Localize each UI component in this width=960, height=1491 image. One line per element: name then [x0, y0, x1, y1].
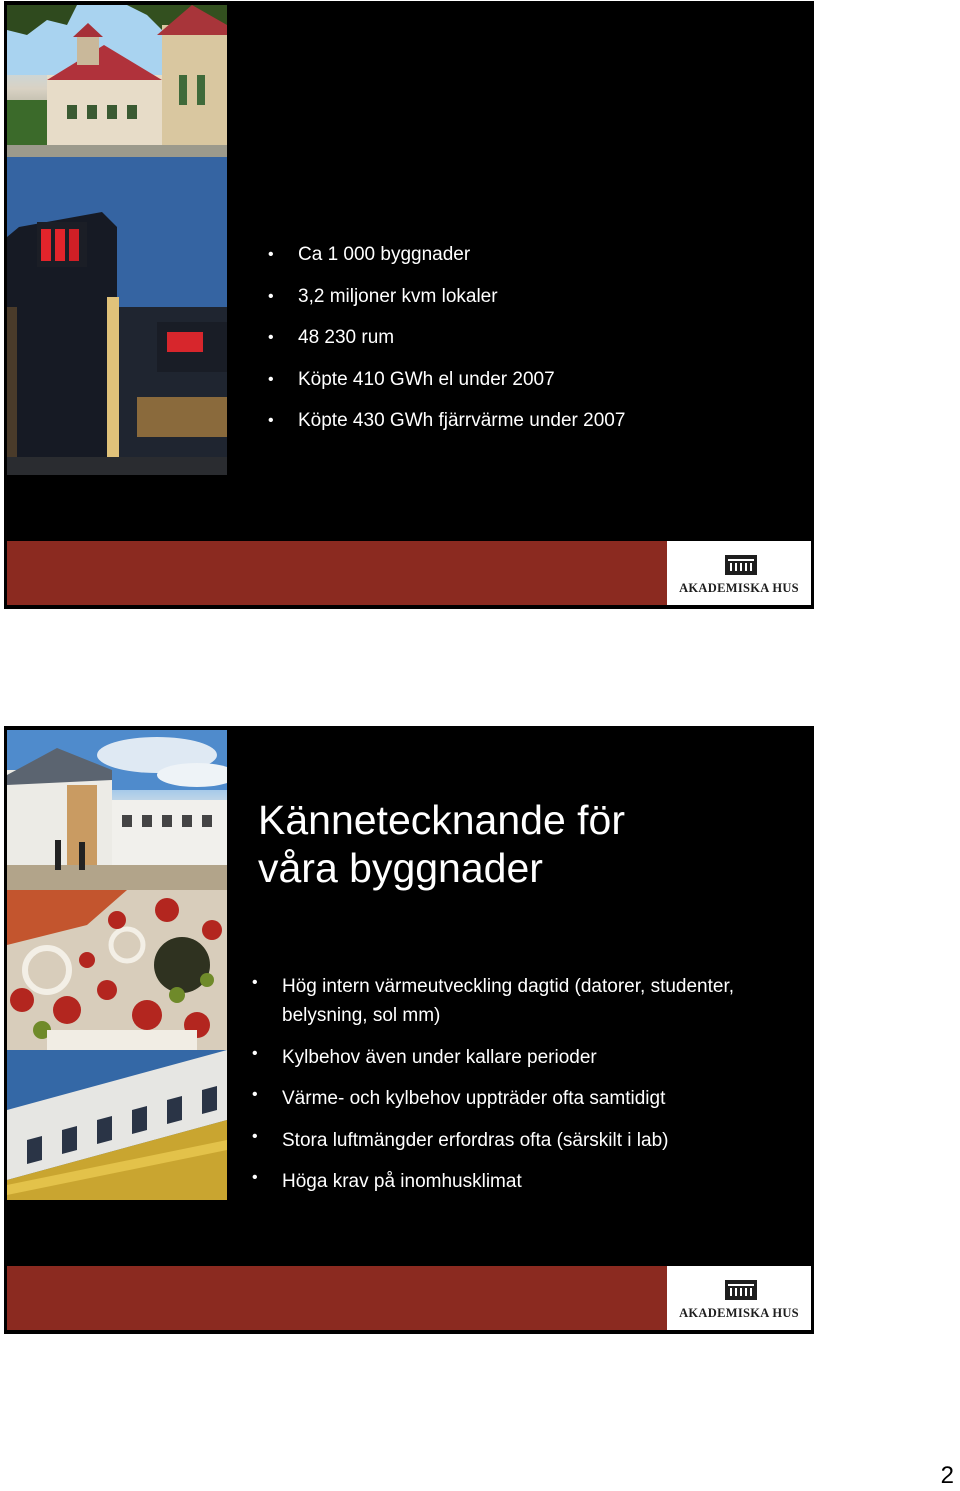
- footer-band: [7, 541, 667, 605]
- logo-text: AKADEMISKA HUS: [679, 1306, 799, 1320]
- bullet-item: • Kylbehov även under kallare perioder: [252, 1043, 792, 1072]
- bullet-item: • Köpte 410 GWh el under 2007: [268, 369, 788, 391]
- photo-dark-tower-building: [7, 157, 227, 475]
- photo-ivy-facade: [7, 890, 227, 1050]
- bullet-item: • Höga krav på inomhusklimat: [252, 1167, 792, 1196]
- photo-yellow-windowed-building: [7, 1050, 227, 1200]
- slide2-bullet-list: [252, 972, 792, 1209]
- akademiska-hus-logo: [667, 541, 811, 605]
- photo-brick-building: [7, 5, 227, 157]
- slide-1: [4, 1, 814, 609]
- logo-text: AKADEMISKA HUS: [679, 581, 799, 595]
- bullet-item: • Ca 1 000 byggnader: [268, 244, 788, 266]
- slide-title: [258, 796, 778, 892]
- bullet-item: • 3,2 miljoner kvm lokaler: [268, 286, 788, 308]
- bullet-item: • 48 230 rum: [268, 327, 788, 349]
- building-columns-icon: [725, 1280, 757, 1300]
- title-line-2: våra byggnader: [258, 845, 543, 891]
- photo-white-campus-building: [7, 730, 227, 890]
- slide1-bullet-list: [268, 244, 788, 452]
- bullet-item: • Värme- och kylbehov uppträder ofta samtidigt: [252, 1084, 792, 1113]
- bullet-item: • Hög intern värmeutveckling dagtid (datorer, studenter, belysning, sol mm): [252, 972, 792, 1030]
- bullet-item: • Köpte 430 GWh fjärrvärme under 2007: [268, 410, 788, 432]
- bullet-item: • Stora luftmängder erfordras ofta (särskilt i lab): [252, 1126, 792, 1155]
- slide-2: [4, 726, 814, 1334]
- akademiska-hus-logo: [667, 1266, 811, 1330]
- title-line-1: Kännetecknande för: [258, 797, 625, 843]
- page-number: 2: [940, 1462, 954, 1489]
- footer-band: [7, 1266, 667, 1330]
- building-columns-icon: [725, 555, 757, 575]
